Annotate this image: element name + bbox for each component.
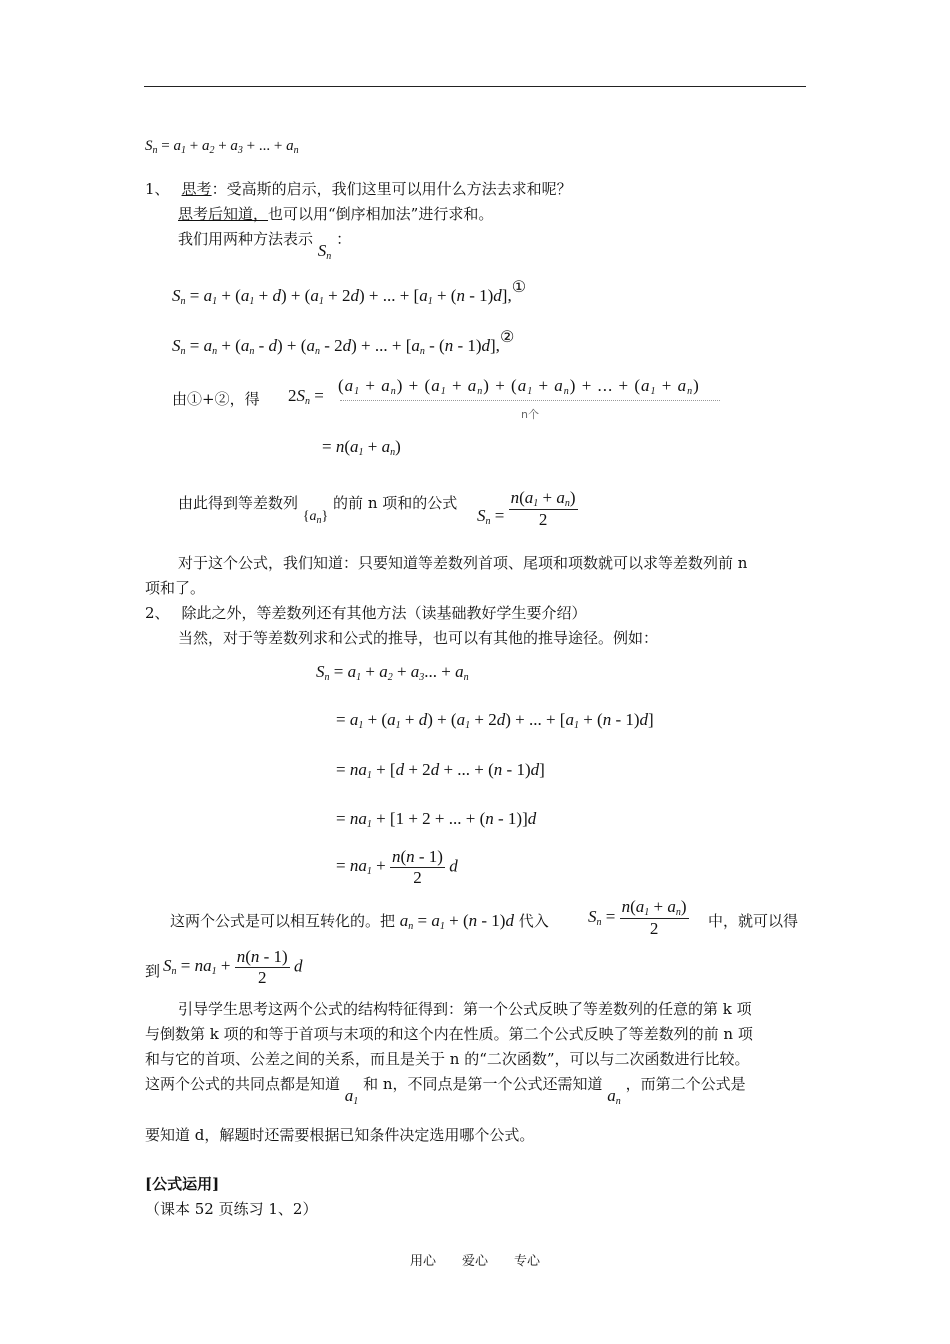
section-title: [公式运用] [145,1175,220,1193]
equals-n: = $n(a_1 + a_n)$ [322,437,401,458]
know-line-2: 项和了。 [145,579,206,597]
equation-2: $S_n = a_n + (a_n - d) + (a_n - 2d)$ + ... + [$a_n - (n$ - 1)d],② [172,329,515,357]
paragraph-line-3: 和与它的首项、公差之间的关系，而且是关于 n 的“二次函数”，可以与二次函数进行比较。 [145,1050,750,1068]
page-footer: 用心 爱心 专心 [409,1254,540,1269]
two-ways-line: 我们用两种方法表示 $S_n$ ： [178,230,352,262]
sum-definition: $S_n = a_1 + a_2 + a_3$ + ... + $a_n$ [145,138,299,156]
sum-step-label: 由①+②，得 [172,390,260,408]
know-line-1: 对于这个公式，我们知道：只要知道等差数列首项、尾项和项数就可以求等差数列前 n [178,554,748,572]
two-sn: $2S_n$ = [288,386,324,407]
paragraph-line-1: 引导学生思考这两个公式的结构特征得到：第一个公式反映了等差数列的任意的第 k 项 [178,1000,752,1018]
derivation-5: = $na_1$ + $\frac{n(n - 1)}{2}$ d [336,847,458,887]
conversion-line-2: 到 [145,962,161,980]
derivation-4: = $na_1 + [1 + 2$ + ... + (n - 1)]d [336,809,537,830]
n-count-label: n个 [521,408,539,421]
paragraph-line-2: 与倒数第 k 项的和等于首项与末项的和这个内在性质。第二个公式反映了等差数列的前 n 项 [145,1025,753,1043]
conversion-line-1: 这两个公式是可以相互转化的。把 $a_n = a_1 + (n - 1)d$ 代入 [170,911,549,932]
question-2: 2、 除此之外，等差数列还有其他方法（读基础教好学生要介绍） [145,604,587,622]
derivation-1: $S_n = a_1 + a_2 + a_3$... + $a_n$ [316,662,469,683]
conversion-formula: $S_n$ = $\frac{n(a_1 + a_n)}{2}$ [588,897,687,938]
conversion-tail: 中，就可以得 [708,912,799,930]
question-1: 1、 思考：受高斯的启示，我们这里可以用什么方法去求和呢？ [145,180,572,198]
derivation-2: = $a_1 + (a_1 + d) + (a_1 + 2d)$ + ... + $[a_1 + (n - 1)d]$ [336,710,654,731]
section-reference: （课本 52 页练习 1、2） [145,1200,318,1218]
underbrace [340,400,720,401]
paragraph-line-5: 要知道 d，解题时还需要根据已知条件决定选用哪个公式。 [145,1126,535,1144]
header-rule [144,86,806,87]
sum-formula: $S_n$ = $\frac{n(a_1 + a_n)}{2}$ [477,488,576,529]
derivation-3: = $na_1 + [d + 2d$ + ... + (n - 1)d] [336,760,545,781]
paragraph-line-4: 这两个公式的共同点都是知道 $a_1$ 和 n，不同点是第一个公式还需知道 $a_n$ ，而第二个公式是 [145,1075,746,1107]
question-2-intro: 当然，对于等差数列求和公式的推导，也可以有其他的推导途径。例如： [178,629,659,647]
equation-1: $S_n = a_1 + (a_1 + d) + (a_1 + 2d)$ + ... + [$a_1 + (n$ - 1)d],① [172,279,527,307]
question-1-answer: 思考后知道，也可以用“倒序相加法”进行求和。 [178,205,494,223]
sum-terms: $(a_1 + a_n) + (a_1 + a_n) + (a_1 + a_n)$ + ... + $(a_1 + a_n)$ [338,376,700,397]
formula-line: 由此得到等差数列 $\{a_n\}$ 的前 n 项和的公式 [178,494,458,526]
conversion-result: $S_n = na_1$ + $\frac{n(n - 1)}{2}$ d [163,947,303,987]
